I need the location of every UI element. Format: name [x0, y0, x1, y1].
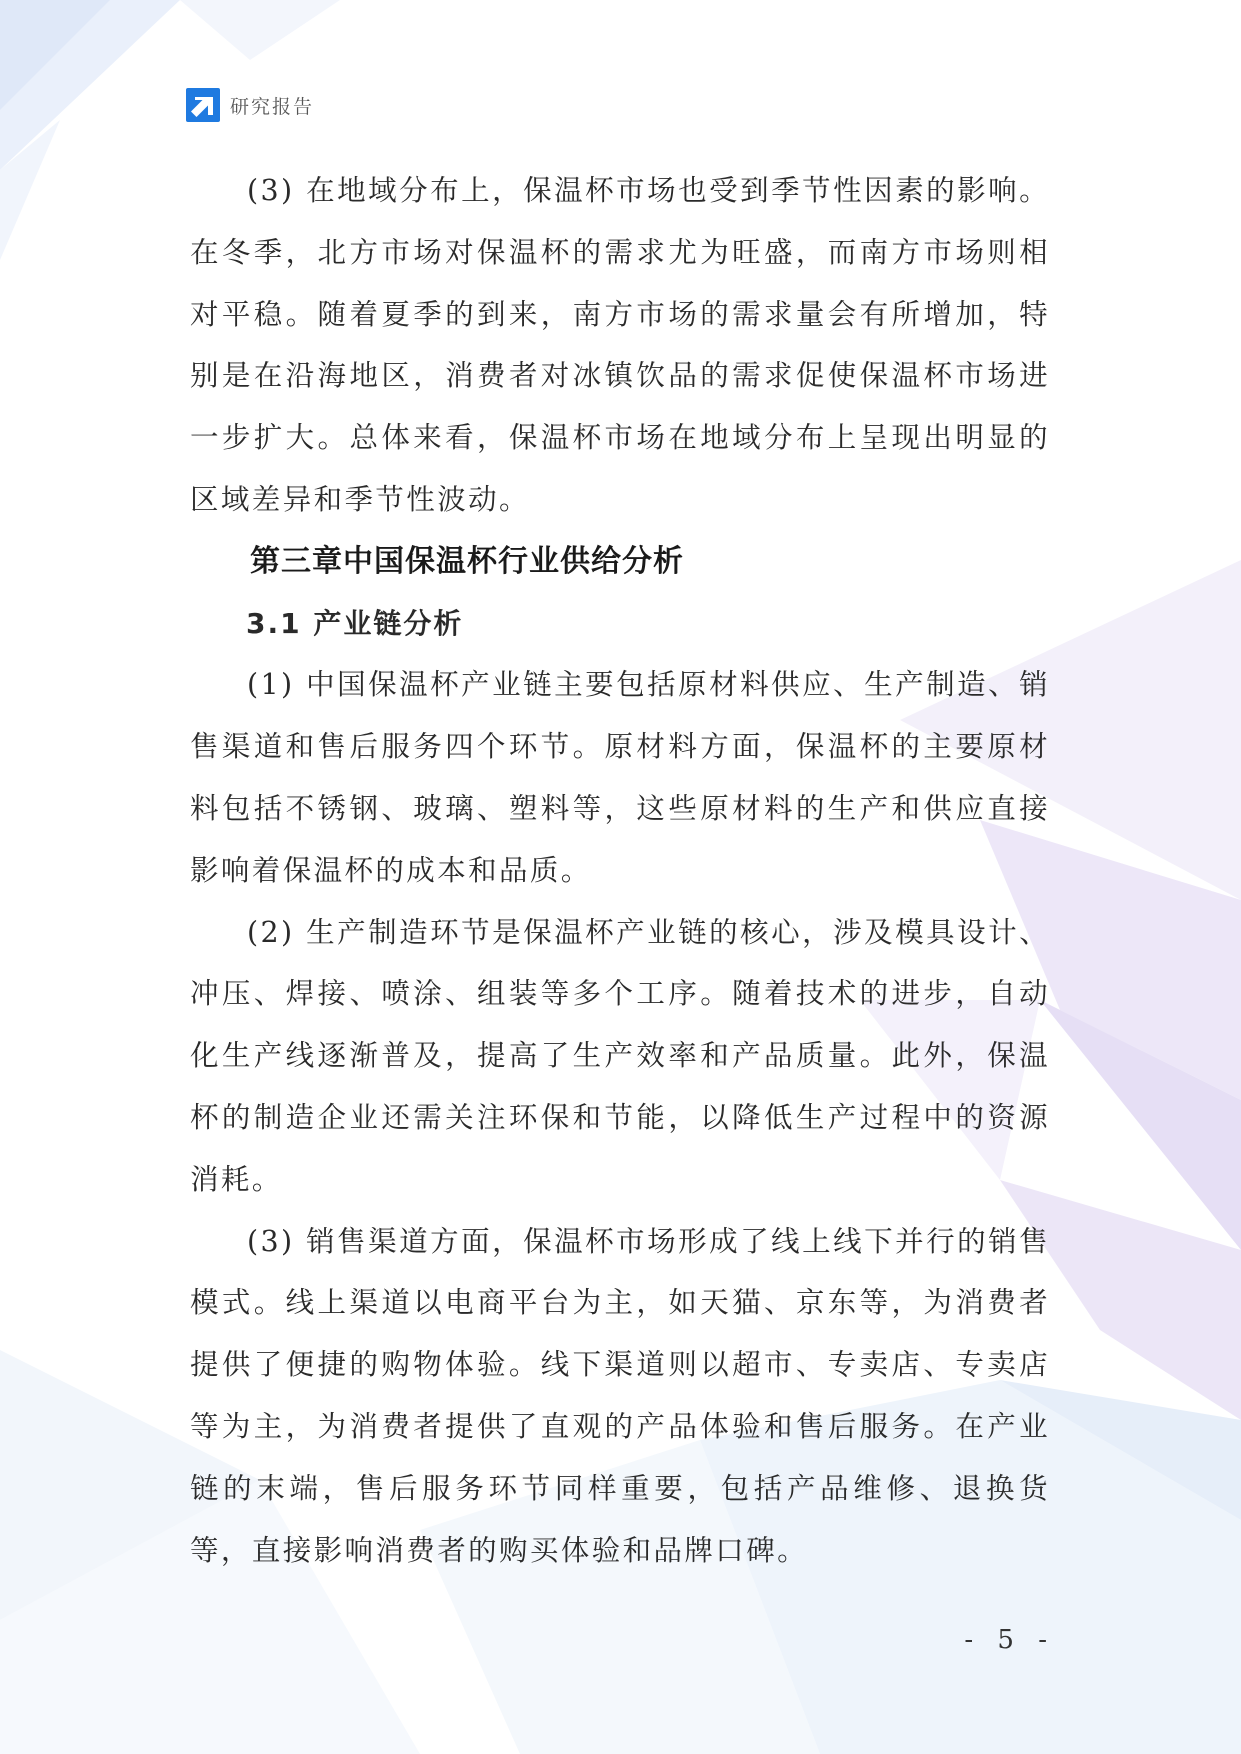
paragraph-manufacturing: (2) 生产制造环节是保温杯产业链的核心，涉及模具设计、冲压、焊接、喷涂、组装等多个工序。随着技术的进步，自动化生产线逐渐普及，提高了生产效率和产品质量。此外，保温杯的制造企业还需关注环保和节能，以降低生产过程中的资源消耗。	[190, 915, 1050, 1196]
report-header	[186, 88, 314, 122]
page-number: - 5 -	[964, 1625, 1055, 1655]
arrow-logo-icon	[186, 88, 220, 122]
chapter-heading: 第三章中国保温杯行业供给分析	[250, 543, 684, 579]
section-heading: 3.1 产业链分析	[246, 606, 464, 640]
header-title: 研究报告	[230, 95, 315, 118]
paragraph-regional-distribution: (3) 在地域分布上，保温杯市场也受到季节性因素的影响。在冬季，北方市场对保温杯的需求尤为旺盛，而南方市场则相对平稳。随着夏季的到来，南方市场的需求量会有所增加，特别是在沿海地区，消费者对冰镇饮品的需求促使保温杯市场进一步扩大。总体来看，保温杯市场在地域分布上呈现出明显的区域差异和季节性波动。	[190, 174, 1050, 516]
document-body	[190, 160, 1050, 1581]
paragraph-industry-chain: (1) 中国保温杯产业链主要包括原材料供应、生产制造、销售渠道和售后服务四个环节。原材料方面，保温杯的主要原材料包括不锈钢、玻璃、塑料等，这些原材料的生产和供应直接影响着保温杯的成本和品质。	[190, 668, 1050, 887]
paragraph-sales-channels: (3) 销售渠道方面，保温杯市场形成了线上线下并行的销售模式。线上渠道以电商平台为主，如天猫、京东等，为消费者提供了便捷的购物体验。线下渠道则以超市、专卖店、专卖店等为主，为消费者提供了直观的产品体验和售后服务。在产业链的末端，售后服务环节同样重要，包括产品维修、退换货等，直接影响消费者的购买体验和品牌口碑。	[190, 1224, 1050, 1567]
